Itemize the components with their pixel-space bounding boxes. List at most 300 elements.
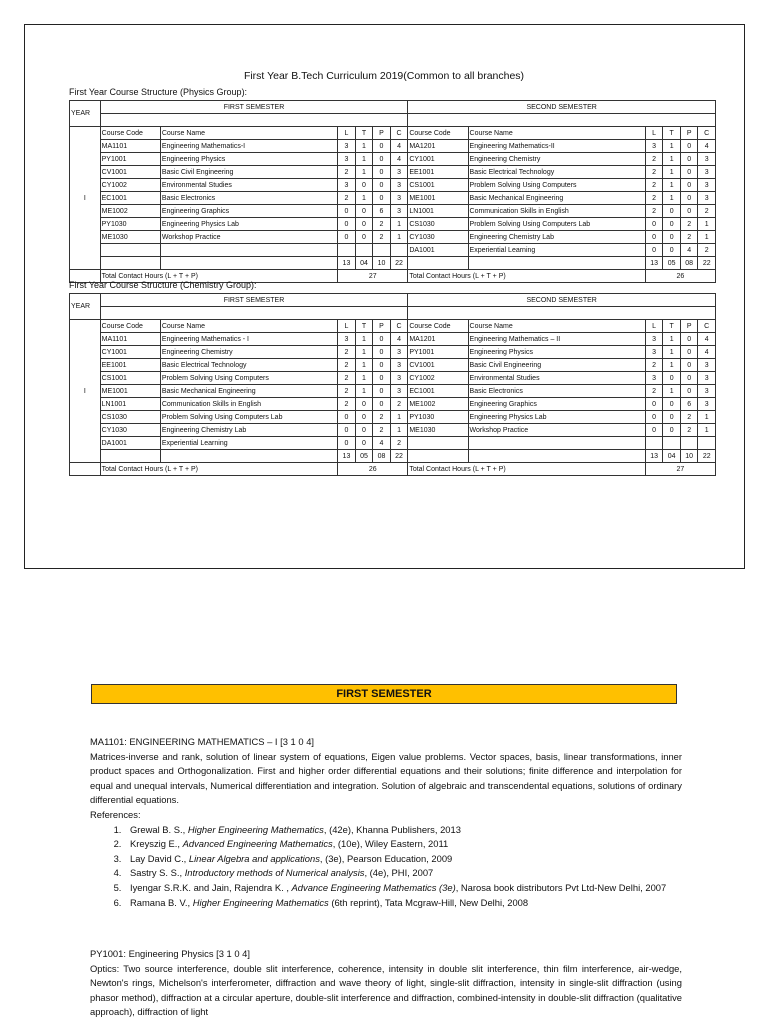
credit-cell: 2 — [645, 179, 663, 192]
course-code: CS1001 — [408, 179, 468, 192]
credit-cell: 1 — [390, 411, 408, 424]
column-header: T — [663, 320, 681, 333]
course-code: ME1001 — [408, 192, 468, 205]
course-code: DA1001 — [408, 244, 468, 257]
sum-cell: 04 — [663, 450, 681, 463]
course-code: CY1030 — [408, 231, 468, 244]
year-value: I — [70, 320, 101, 463]
credit-cell: 1 — [698, 411, 716, 424]
ma1101-description: Matrices-inverse and rank, solution of linear system of equations, Eigen value problems. Vector spaces, basis, linear transformations, inner product spaces and Orthogonalization. First and higher order differential equations and their solutions; finite difference and interpolation for equal and unequal intervals, Numerical differentiation and integration. Solution of algebraic and transcendental equations, solutions of ordinary differential equations. — [90, 750, 682, 806]
credit-cell: 1 — [663, 192, 681, 205]
year-value: I — [70, 127, 101, 270]
credit-cell: 0 — [355, 179, 373, 192]
course-code: PY1001 — [100, 153, 160, 166]
credit-cell: 0 — [373, 140, 391, 153]
credit-cell: 3 — [698, 372, 716, 385]
credit-cell: 0 — [680, 346, 698, 359]
total-value: 26 — [338, 463, 408, 476]
credit-cell: 2 — [645, 205, 663, 218]
course-name: Engineering Physics — [160, 153, 337, 166]
course-code: ME1001 — [100, 385, 160, 398]
column-header: Course Code — [100, 127, 160, 140]
credit-cell: 1 — [355, 333, 373, 346]
credit-cell: 0 — [355, 218, 373, 231]
total-row — [70, 463, 716, 476]
sum-cell: 10 — [680, 450, 698, 463]
course-row — [70, 424, 716, 437]
page-title: First Year B.Tech Curriculum 2019(Common to all branches) — [243, 70, 525, 82]
course-name: Communication Skills in English — [160, 398, 337, 411]
course-code: MA1201 — [408, 140, 468, 153]
credit-cell: 3 — [390, 346, 408, 359]
credit-cell: 0 — [663, 244, 681, 257]
table-cell — [100, 450, 160, 463]
course-code: PY1030 — [100, 218, 160, 231]
course-name: Basic Mechanical Engineering — [468, 192, 645, 205]
credit-cell: 1 — [698, 218, 716, 231]
table-cell — [70, 463, 101, 476]
second-semester-header: SECOND SEMESTER — [408, 294, 716, 307]
course-row — [70, 166, 716, 179]
sum-cell: 13 — [645, 450, 663, 463]
column-header: T — [663, 127, 681, 140]
course-row — [70, 205, 716, 218]
reference-item: 4. Sastry S. S., Introductory methods of Numerical analysis, (4e), PHI, 2007 — [124, 866, 682, 881]
credit-cell: 0 — [680, 385, 698, 398]
credit-cell: 2 — [645, 166, 663, 179]
credit-cell: 3 — [338, 140, 356, 153]
credit-cell: 1 — [355, 372, 373, 385]
credit-cell: 2 — [698, 205, 716, 218]
credit-cell: 0 — [355, 437, 373, 450]
course-code: CS1030 — [408, 218, 468, 231]
credit-cell: 0 — [355, 231, 373, 244]
credit-cell: 2 — [680, 411, 698, 424]
column-header: P — [680, 127, 698, 140]
total-label: Total Contact Hours (L + T + P) — [408, 270, 646, 283]
credit-cell: 1 — [390, 218, 408, 231]
course-code: MA1101 — [100, 333, 160, 346]
course-row — [70, 179, 716, 192]
credit-cell — [698, 437, 716, 450]
course-code: CV1001 — [408, 359, 468, 372]
sum-cell: 22 — [698, 257, 716, 270]
credit-cell: 0 — [373, 359, 391, 372]
credit-cell: 1 — [698, 424, 716, 437]
course-code: LN1001 — [408, 205, 468, 218]
credit-cell: 0 — [663, 424, 681, 437]
course-name: Environmental Studies — [160, 179, 337, 192]
reference-item: 5. Iyengar S.R.K. and Jain, Rajendra K. , Advance Engineering Mathematics (3e), Narosa book distributors Pvt Ltd-New Delhi, 2007 — [124, 881, 682, 896]
py1001-heading: PY1001: Engineering Physics [3 1 0 4] — [90, 948, 250, 959]
credit-cell — [338, 244, 356, 257]
table-cell — [408, 450, 468, 463]
course-name: Basic Electronics — [160, 192, 337, 205]
course-code: EE1001 — [408, 166, 468, 179]
first-semester-banner: FIRST SEMESTER — [91, 684, 677, 704]
reference-item: 6. Ramana B. V., Higher Engineering Mathematics (6th reprint), Tata Mcgraw-Hill, New Delhi, 2008 — [124, 896, 682, 911]
credit-cell: 0 — [680, 166, 698, 179]
sum-cell: 22 — [390, 257, 408, 270]
credit-cell: 1 — [663, 359, 681, 372]
sum-cell: 10 — [373, 257, 391, 270]
course-code: LN1001 — [100, 398, 160, 411]
course-row — [70, 359, 716, 372]
course-code: CV1001 — [100, 166, 160, 179]
credit-cell: 2 — [338, 346, 356, 359]
column-header-row — [70, 127, 716, 140]
course-name: Engineering Chemistry — [160, 346, 337, 359]
course-name: Engineering Chemistry Lab — [468, 231, 645, 244]
course-code: CS1001 — [100, 372, 160, 385]
credit-cell: 0 — [645, 218, 663, 231]
course-name: Basic Civil Engineering — [160, 166, 337, 179]
course-code: ME1002 — [100, 205, 160, 218]
credit-cell: 0 — [645, 424, 663, 437]
credit-cell: 0 — [373, 333, 391, 346]
credit-cell: 2 — [680, 424, 698, 437]
course-code: MA1101 — [100, 140, 160, 153]
credit-cell: 0 — [663, 398, 681, 411]
credit-cell: 0 — [373, 192, 391, 205]
course-name: Engineering Chemistry — [468, 153, 645, 166]
credit-cell: 3 — [698, 179, 716, 192]
course-name: Basic Electrical Technology — [468, 166, 645, 179]
course-name: Experiential Learning — [160, 437, 337, 450]
course-code: CY1001 — [100, 346, 160, 359]
py1001-section — [90, 947, 682, 1020]
credit-cell: 0 — [680, 179, 698, 192]
credit-cell: 2 — [373, 424, 391, 437]
ma1101-heading: MA1101: ENGINEERING MATHEMATICS – I [3 1 0 4] — [90, 736, 315, 747]
chemistry-group-heading: First Year Course Structure (Chemistry Group): — [69, 280, 257, 290]
credit-cell — [645, 437, 663, 450]
credit-cell: 0 — [663, 205, 681, 218]
credit-cell: 2 — [373, 218, 391, 231]
course-name: Problem Solving Using Computers — [160, 372, 337, 385]
course-row — [70, 218, 716, 231]
credit-cell: 3 — [698, 359, 716, 372]
credit-cell: 2 — [390, 437, 408, 450]
credit-cell: 3 — [390, 179, 408, 192]
credit-cell: 2 — [680, 218, 698, 231]
credit-cell: 0 — [338, 205, 356, 218]
credit-cell: 3 — [698, 166, 716, 179]
chemistry-group-table — [69, 293, 716, 476]
credit-cell: 0 — [355, 205, 373, 218]
credit-cell: 0 — [680, 359, 698, 372]
credit-cell: 0 — [680, 333, 698, 346]
credit-cell — [680, 437, 698, 450]
credit-cell: 6 — [680, 398, 698, 411]
course-code: EC1001 — [100, 192, 160, 205]
column-header: C — [698, 320, 716, 333]
course-code: CY1001 — [408, 153, 468, 166]
column-header: L — [645, 127, 663, 140]
course-name: Engineering Mathematics-II — [468, 140, 645, 153]
py1001-description: Optics: Two source interference, double slit interference, coherence, intensity in double slit interference, thin film interference, air-wedge, Newton's rings, Michelson's interferometer, diffraction and wave theory of light, single-slit diffraction, intensity in single-slit diffraction (using phasor method), diffraction at a circular aperture, double-slit interference and diffraction, combined-intensity in double-slit diffraction (qualitative approach), diffraction of light — [90, 962, 682, 1018]
course-row — [70, 372, 716, 385]
column-header-row — [70, 320, 716, 333]
course-code: DA1001 — [100, 437, 160, 450]
credit-cell: 0 — [680, 192, 698, 205]
column-header: T — [355, 320, 373, 333]
course-name: Workshop Practice — [160, 231, 337, 244]
credit-cell: 1 — [663, 385, 681, 398]
course-name: Problem Solving Using Computers Lab — [468, 218, 645, 231]
sum-cell: 13 — [338, 257, 356, 270]
course-code: CY1002 — [408, 372, 468, 385]
ma1101-reference-list — [90, 823, 682, 911]
credit-cell: 1 — [663, 333, 681, 346]
course-code: ME1030 — [408, 424, 468, 437]
course-name: Engineering Mathematics – II — [468, 333, 645, 346]
column-header: L — [338, 127, 356, 140]
column-header: Course Name — [468, 320, 645, 333]
table-cell — [100, 114, 408, 127]
column-header: Course Code — [408, 320, 468, 333]
credit-cell: 1 — [663, 346, 681, 359]
credit-cell: 0 — [338, 218, 356, 231]
spacer-row — [70, 307, 716, 320]
credit-cell: 3 — [698, 398, 716, 411]
course-name: Engineering Mathematics-I — [160, 140, 337, 153]
course-name: Engineering Chemistry Lab — [160, 424, 337, 437]
credit-cell: 1 — [390, 424, 408, 437]
credit-cell: 0 — [373, 153, 391, 166]
credit-cell: 3 — [390, 205, 408, 218]
course-name: Communication Skills in English — [468, 205, 645, 218]
course-name: Engineering Physics Lab — [468, 411, 645, 424]
credit-cell: 3 — [645, 372, 663, 385]
credit-cell: 2 — [645, 192, 663, 205]
credit-cell: 2 — [338, 192, 356, 205]
column-header: Course Name — [468, 127, 645, 140]
credit-cell: 1 — [355, 359, 373, 372]
credit-cell: 1 — [663, 179, 681, 192]
credit-cell: 3 — [698, 385, 716, 398]
course-row — [70, 231, 716, 244]
course-name: Basic Electrical Technology — [160, 359, 337, 372]
course-row — [70, 346, 716, 359]
spacer-row — [70, 114, 716, 127]
credit-cell — [390, 244, 408, 257]
course-name: Engineering Graphics — [468, 398, 645, 411]
credit-cell: 2 — [338, 398, 356, 411]
credit-cell: 0 — [680, 153, 698, 166]
sum-cell: 05 — [663, 257, 681, 270]
sum-cell: 13 — [645, 257, 663, 270]
credit-cell: 0 — [373, 372, 391, 385]
ma1101-references-label: References: — [90, 808, 141, 820]
reference-item: 1. Grewal B. S., Higher Engineering Mathematics, (42e), Khanna Publishers, 2013 — [124, 823, 682, 838]
course-code: MA1201 — [408, 333, 468, 346]
credit-cell: 1 — [390, 231, 408, 244]
credit-cell: 1 — [663, 166, 681, 179]
credit-cell: 3 — [698, 192, 716, 205]
credit-cell: 3 — [338, 333, 356, 346]
reference-item: 3. Lay David C., Linear Algebra and applications, (3e), Pearson Education, 2009 — [124, 852, 682, 867]
credit-cell: 2 — [338, 372, 356, 385]
column-header: L — [645, 320, 663, 333]
course-name — [160, 244, 337, 257]
table-cell — [468, 257, 645, 270]
credit-cell: 0 — [645, 244, 663, 257]
credit-cell: 1 — [663, 140, 681, 153]
credit-cell: 0 — [373, 179, 391, 192]
course-name: Engineering Graphics — [160, 205, 337, 218]
course-row — [70, 411, 716, 424]
credit-cell: 3 — [645, 333, 663, 346]
course-name: Basic Civil Engineering — [468, 359, 645, 372]
sum-cell: 13 — [338, 450, 356, 463]
year-header: YEAR — [70, 294, 101, 320]
sum-cell: 22 — [698, 450, 716, 463]
course-name: Engineering Mathematics - I — [160, 333, 337, 346]
first-semester-header: FIRST SEMESTER — [100, 294, 408, 307]
column-header: P — [373, 320, 391, 333]
credit-cell: 1 — [355, 153, 373, 166]
sum-cell: 04 — [355, 257, 373, 270]
table-cell — [408, 307, 716, 320]
credit-cell: 1 — [355, 140, 373, 153]
credit-cell: 4 — [390, 140, 408, 153]
credit-cell: 2 — [338, 166, 356, 179]
course-name: Workshop Practice — [468, 424, 645, 437]
credit-cell: 0 — [680, 140, 698, 153]
credit-cell: 3 — [338, 153, 356, 166]
credit-cell: 3 — [338, 179, 356, 192]
credit-cell: 6 — [373, 205, 391, 218]
credit-cell: 3 — [390, 372, 408, 385]
credit-cell: 4 — [373, 437, 391, 450]
total-value: 26 — [645, 270, 715, 283]
credit-cell: 3 — [390, 166, 408, 179]
year-header: YEAR — [70, 101, 101, 127]
course-code — [408, 437, 468, 450]
table-cell — [408, 257, 468, 270]
column-header: C — [698, 127, 716, 140]
credit-cell: 1 — [698, 231, 716, 244]
column-header: Course Code — [100, 320, 160, 333]
credit-cell: 0 — [338, 424, 356, 437]
course-name: Experiential Learning — [468, 244, 645, 257]
course-row — [70, 153, 716, 166]
course-code: PY1030 — [408, 411, 468, 424]
course-row — [70, 398, 716, 411]
credit-cell: 3 — [390, 192, 408, 205]
course-code: ME1030 — [100, 231, 160, 244]
column-header: C — [390, 320, 408, 333]
sum-row — [70, 450, 716, 463]
course-code: EC1001 — [408, 385, 468, 398]
credit-cell: 0 — [338, 231, 356, 244]
course-code: PY1001 — [408, 346, 468, 359]
credit-cell: 0 — [373, 385, 391, 398]
credit-cell: 2 — [338, 385, 356, 398]
credit-cell: 2 — [698, 244, 716, 257]
column-header: Course Name — [160, 320, 337, 333]
credit-cell: 4 — [390, 333, 408, 346]
course-code: CS1030 — [100, 411, 160, 424]
total-value: 27 — [338, 270, 408, 283]
credit-cell: 2 — [338, 359, 356, 372]
course-row — [70, 192, 716, 205]
column-header: T — [355, 127, 373, 140]
total-value: 27 — [645, 463, 715, 476]
credit-cell: 2 — [645, 359, 663, 372]
sum-cell: 08 — [373, 450, 391, 463]
sum-cell: 22 — [390, 450, 408, 463]
column-header: L — [338, 320, 356, 333]
physics-group-table — [69, 100, 716, 283]
credit-cell — [355, 244, 373, 257]
credit-cell: 0 — [663, 231, 681, 244]
course-name — [468, 437, 645, 450]
credit-cell: 2 — [645, 153, 663, 166]
credit-cell: 4 — [680, 244, 698, 257]
credit-cell: 0 — [645, 411, 663, 424]
table-cell — [100, 257, 160, 270]
credit-cell: 1 — [355, 385, 373, 398]
course-code: EE1001 — [100, 359, 160, 372]
credit-cell: 0 — [663, 218, 681, 231]
credit-cell: 0 — [373, 166, 391, 179]
credit-cell: 4 — [698, 140, 716, 153]
course-code: ME1002 — [408, 398, 468, 411]
credit-cell: 1 — [355, 166, 373, 179]
credit-cell: 0 — [355, 411, 373, 424]
course-name: Problem Solving Using Computers Lab — [160, 411, 337, 424]
total-label: Total Contact Hours (L + T + P) — [408, 463, 646, 476]
course-row — [70, 437, 716, 450]
course-name: Environmental Studies — [468, 372, 645, 385]
credit-cell: 0 — [680, 205, 698, 218]
column-header: P — [680, 320, 698, 333]
course-code: CY1002 — [100, 179, 160, 192]
credit-cell: 2 — [373, 411, 391, 424]
credit-cell: 2 — [645, 385, 663, 398]
course-name: Basic Electronics — [468, 385, 645, 398]
course-name: Problem Solving Using Computers — [468, 179, 645, 192]
column-header: Course Name — [160, 127, 337, 140]
sum-cell: 05 — [355, 450, 373, 463]
column-header: C — [390, 127, 408, 140]
second-semester-header: SECOND SEMESTER — [408, 101, 716, 114]
credit-cell: 4 — [698, 346, 716, 359]
credit-cell: 0 — [338, 411, 356, 424]
sum-row — [70, 257, 716, 270]
credit-cell: 3 — [645, 346, 663, 359]
semester-header-row — [70, 101, 716, 114]
table-cell — [160, 257, 337, 270]
table-cell — [408, 114, 716, 127]
credit-cell: 0 — [355, 424, 373, 437]
credit-cell: 2 — [390, 398, 408, 411]
course-row — [70, 244, 716, 257]
total-label: Total Contact Hours (L + T + P) — [100, 270, 338, 283]
credit-cell: 0 — [663, 372, 681, 385]
credit-cell: 1 — [663, 153, 681, 166]
column-header: P — [373, 127, 391, 140]
column-header: Course Code — [408, 127, 468, 140]
credit-cell: 3 — [390, 359, 408, 372]
table-cell — [100, 307, 408, 320]
table-cell — [160, 450, 337, 463]
credit-cell: 1 — [355, 192, 373, 205]
first-semester-header: FIRST SEMESTER — [100, 101, 408, 114]
reference-item: 2. Kreyszig E., Advanced Engineering Mathematics, (10e), Wiley Eastern, 2011 — [124, 837, 682, 852]
